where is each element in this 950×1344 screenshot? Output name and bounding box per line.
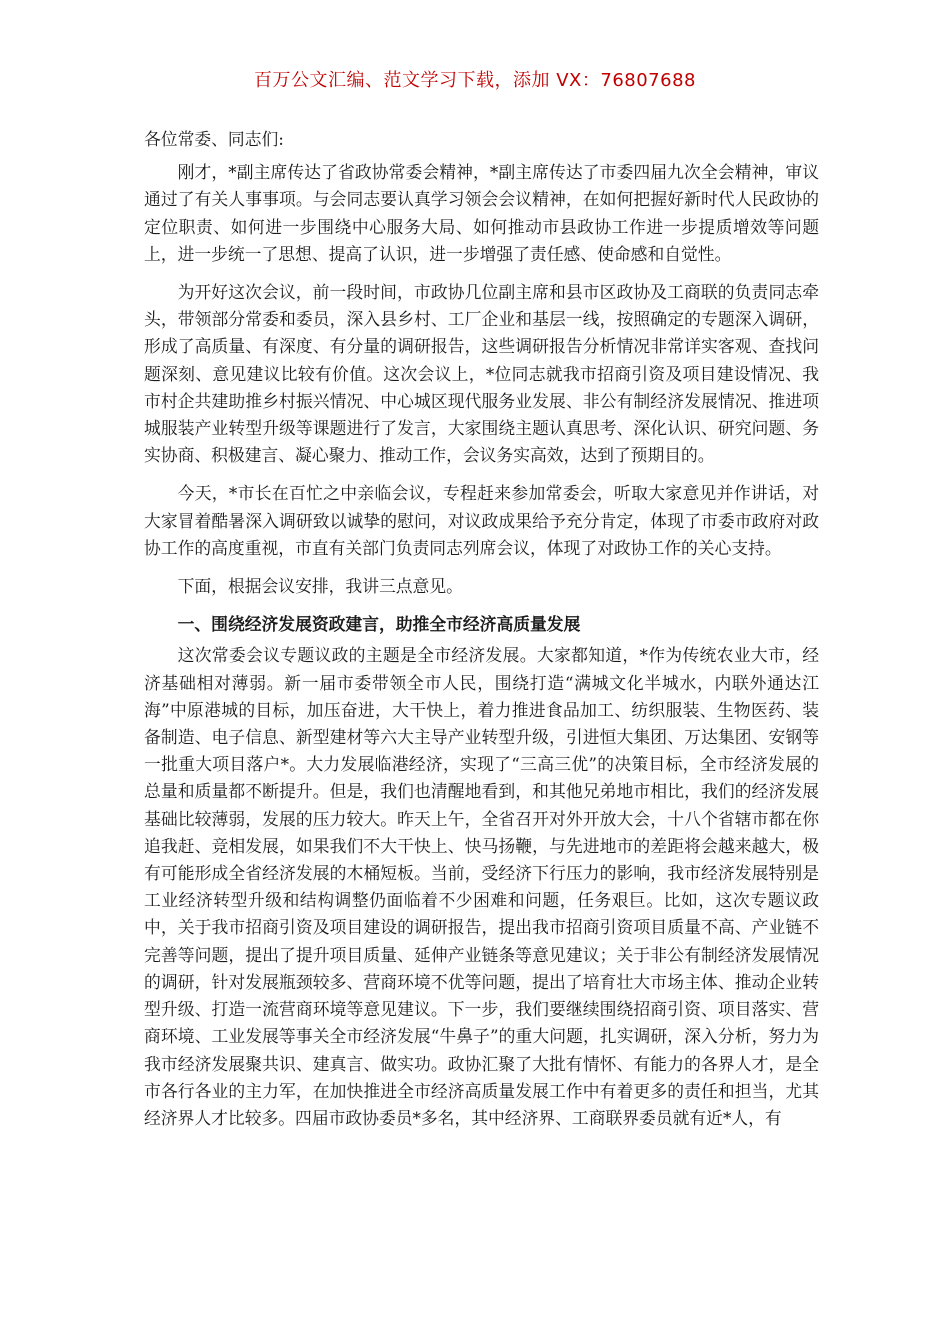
paragraph-1: 刚才，*副主席传达了省政协常委会精神，*副主席传达了市委四届九次全会精神，审议通过了有关人事事项。与会同志要认真学习领会会议精神，在如何把握好新时代人民政协的定位职责、如何进一步围绕中心服务大局、如何推动市县政协工作进一步提质增效等问题上，进一步统一了思想、提高了认识，进一步增强了责任感、使命感和自觉性。 <box>144 162 819 264</box>
paragraph-2: 为开好这次会议，前一段时间，市政协几位副主席和县市区政协及工商联的负责同志牵头，带领部分常委和委员，深入县乡村、工厂企业和基层一线，按照确定的专题深入调研，形成了高质量、有深度、有分量的调研报告，这些调研报告分析情况非常详实客观、查找问题深刻、意见建议比较有价值。这次会议上，*位同志就我市招商引资及项目建设情况、我市村企共建助推乡村振兴情况、中心城区现代服务业发展、非公有制经济发展情况、推进项城服装产业转型升级等课题进行了发言，大家围绕主题认真思考、深化认识、研究问题、务实协商、积极建言、凝心聚力、推动工作，会议务实高效，达到了预期目的。 <box>144 282 819 466</box>
section-heading-1: 一、围绕经济发展资政建言，助推全市经济高质量发展 <box>177 614 581 635</box>
paragraph-4: 下面，根据会议安排，我讲三点意见。 <box>177 576 463 597</box>
paragraph-3: 今天，*市长在百忙之中亲临会议，专程赶来参加常委会，听取大家意见并作讲话，对大家冒着酷暑深入调研致以诚挚的慰问，对议政成果给予充分肯定，体现了市委市政府对政协工作的高度重视，市直有关部门负责同志列席会议，体现了对政协工作的关心支持。 <box>144 483 819 558</box>
salutation: 各位常委、同志们: <box>144 129 284 149</box>
speech-body <box>144 126 819 1132</box>
download-banner: 百万公文汇编、范文学习下载，添加 VX：76807688 <box>254 70 696 91</box>
section-1-paragraph: 这次常委会议专题议政的主题是全市经济发展。大家都知道，*作为传统农业大市，经济基础相对薄弱。新一届市委带领全市人民，围绕打造“满城文化半城水，内联外通达江海”中原港城的目标，加压奋进，大干快上，着力推进食品加工、纺织服装、生物医药、装备制造、电子信息、新型建材等六大主导产业转型升级，引进恒大集团、万达集团、安钢等一批重大项目落户*。大力发展临港经济，实现了“三高三优”的决策目标，全市经济发展的总量和质量都不断提升。但是，我们也清醒地看到，和其他兄弟地市相比，我们的经济发展基础比较薄弱，发展的压力较大。昨天上午，全省召开对外开放大会，十八个省辖市都在你追我赶、竞相发展，如果我们不大干快上、快马扬鞭，与先进地市的差距将会越来越大，极有可能形成全省经济发展的木桶短板。当前，受经济下行压力的影响，我市经济发展特别是工业经济转型升级和结构调整仍面临着不少困难和问题，任务艰巨。比如，这次专题议政中，关于我市招商引资及项目建设的调研报告，提出我市招商引资项目质量不高、产业链不完善等问题，提出了提升项目质量、延伸产业链条等意见建议；关于非公有制经济发展情况的调研，针对发展瓶颈较多、营商环境不优等问题，提出了培育壮大市场主体、推动企业转型升级、打造一流营商环境等意见建议。下一步，我们要继续围绕招商引资、项目落实、营商环境、工业发展等事关全市经济发展“牛鼻子”的重大问题，扎实调研，深入分析，努力为我市经济发展聚共识、建真言、做实功。政协汇聚了大批有情怀、有能力的各界人才，是全市各行各业的主力军，在加快推进全市经济高质量发展工作中有着更多的责任和担当，尤其经济界人才比较多。四届市政协委员*多名，其中经济界、工商联界委员就有近*人，有 <box>144 645 819 1128</box>
